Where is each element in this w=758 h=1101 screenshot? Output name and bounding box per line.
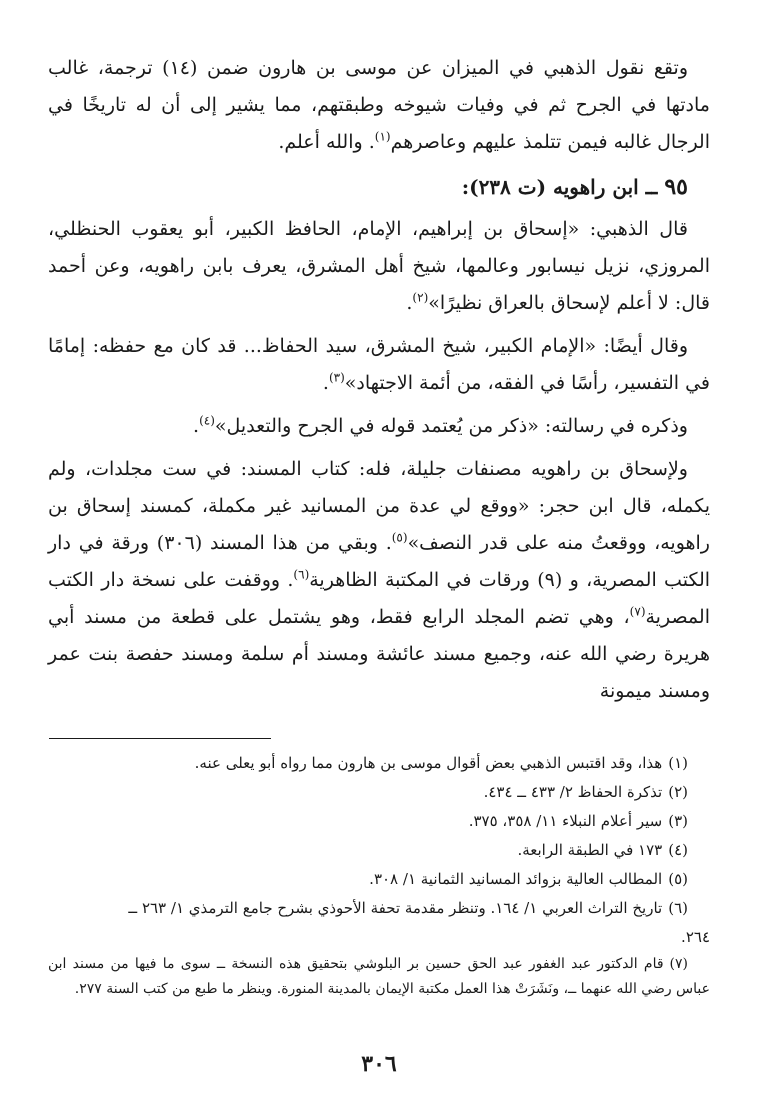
footnote-text: قام الدكتور عبد الغفور عبد الحق حسين بر البلوشي بتحقيق هذه النسخة ــ سوى ما فيها من مسند ابن عباس رضي الله عنهما ــ، ونَشَرَتْ هذا العمل مكتبة الإيمان بالمدينة المنورة. وينظر ما طبع من كتب السنة ٢٧٧. [48, 956, 710, 997]
paragraph-text: قال الذهبي: «إسحاق بن إبراهيم، الإمام، الحافظ الكبير، أبو يعقوب الحنظلي، المروزي، نزيل نيسابور وعالمها، شيخ أهل المشرق، يعرف بابن راهويه، وعن أحمد قال: لا أعلم لإسحاق بالعراق نظيرًا» [48, 218, 710, 314]
paragraph-text: ، وهي تضم المجلد الرابع فقط، وهو يشتمل على قطعة من مسند أبي هريرة رضي الله عنه، وجميع مسند عائشة ومسند أم سلمة ومسند حفصة بنت عمر ومسند ميمونة [48, 606, 710, 702]
section-heading [48, 169, 710, 205]
footnote-continuation: ٢٦٤. [681, 928, 710, 946]
footnote-number: (٤) [668, 841, 688, 859]
footnote-item [48, 865, 710, 894]
footnote-ref-7[interactable]: (٧) [629, 604, 646, 619]
footnote-text: سير أعلام النبلاء ١١/ ٣٥٨، ٣٧٥. [468, 812, 663, 830]
footnote-item [48, 952, 710, 1002]
footnote-ref-6[interactable]: (٦) [293, 567, 310, 582]
footnote-item [48, 778, 710, 807]
paragraph-text: وذكره في رسالته: «ذكر من يُعتمد قوله في الجرح والتعديل» [214, 415, 688, 437]
footnote-number: (٦) [668, 899, 688, 917]
paragraph-works [48, 451, 710, 710]
footnote-ref-4[interactable]: (٤) [199, 413, 215, 428]
paragraph-text-end: . والله أعلم. [278, 131, 375, 153]
footnote-text: تاريخ التراث العربي ١/ ١٦٤. وتنظر مقدمة تحفة الأحوذي بشرح جامع الترمذي ١/ ٢٦٣ ــ [128, 899, 663, 917]
paragraph-text: . وبقي من هذا المسند (٣٠٦) ورقة في دار الكتب المصرية، و (٩) ورقات في المكتبة الظاهرية [48, 532, 711, 591]
footnote-number: (٧) [669, 956, 688, 972]
paragraph-text: وقال أيضًا: «الإمام الكبير، شيخ المشرق، سيد الحفاظ... قد كان مع حفظه: إمامًا في التفسير، رأسًا في الفقه، من أئمة الاجتهاد» [48, 335, 710, 394]
paragraph-text: ولإسحاق بن راهويه مصنفات جليلة، فله: كتاب المسند: في ست مجلدات، ولم يكمله، قال ابن حجر: «ووقع لي عدة من المسانيد غير مكملة، كمسند إسحاق بن راهويه، ووقعتُ منه على قدر النصف» [48, 458, 710, 554]
footnote-item [48, 749, 710, 778]
footnote-ref-5[interactable]: (٥) [391, 530, 408, 545]
footnote-item [48, 894, 710, 923]
footnote-ref-3[interactable]: (٣) [328, 370, 345, 385]
paragraph-text-end: . [322, 372, 329, 394]
page-number: ٣٠٦ [361, 1051, 397, 1077]
footnote-text: المطالب العالية بزوائد المسانيد الثمانية ١/ ٣٠٨. [369, 870, 663, 888]
entry-number: ٩٥ [664, 174, 688, 200]
footnotes [48, 749, 710, 1002]
footnote-text: تذكرة الحفاظ ٢/ ٤٣٣ ــ ٤٣٤. [483, 783, 663, 801]
footnote-separator-wrap [48, 716, 710, 749]
paragraph-musa-ibn-harun [48, 50, 710, 161]
footnote-ref-2[interactable]: (٢) [412, 290, 429, 305]
footnote-number: (٣) [668, 812, 688, 830]
entry-title: ــ ابن راهويه (ت ٢٣٨): [461, 175, 658, 199]
paragraph-dhahabi-quote [48, 211, 710, 322]
footnote-text: هذا، وقد اقتبس الذهبي بعض أقوال موسى بن هارون مما رواه أبو يعلى عنه. [194, 754, 663, 772]
paragraph-risala-mention [48, 408, 710, 445]
footnote-number: (٥) [668, 870, 688, 888]
footnote-item [48, 807, 710, 836]
paragraph-dhahabi-second-quote [48, 328, 710, 402]
paragraph-text-end: . [406, 292, 413, 314]
paragraph-text: وتقع نقول الذهبي في الميزان عن موسى بن هارون ضمن (١٤) ترجمة، غالب مادتها في الجرح ثم في وفيات شيوخه وطبقتهم، مما يشير إلى أن له تاريخًا في الرجال غالبه فيمن تتلمذ عليهم وعاصرهم [48, 57, 710, 153]
paragraph-text: . ووقفت على نسخة دار الكتب المصرية [48, 569, 710, 628]
footnote-separator [49, 738, 271, 739]
footnote-ref-1[interactable]: (١) [374, 129, 391, 144]
footnote-number: (٢) [668, 783, 688, 801]
footnote-text: ١٧٣ في الطبقة الرابعة. [517, 841, 663, 859]
footnote-number: (١) [668, 754, 688, 772]
footnote-item [48, 836, 710, 865]
paragraph-text-end: . [193, 415, 200, 437]
